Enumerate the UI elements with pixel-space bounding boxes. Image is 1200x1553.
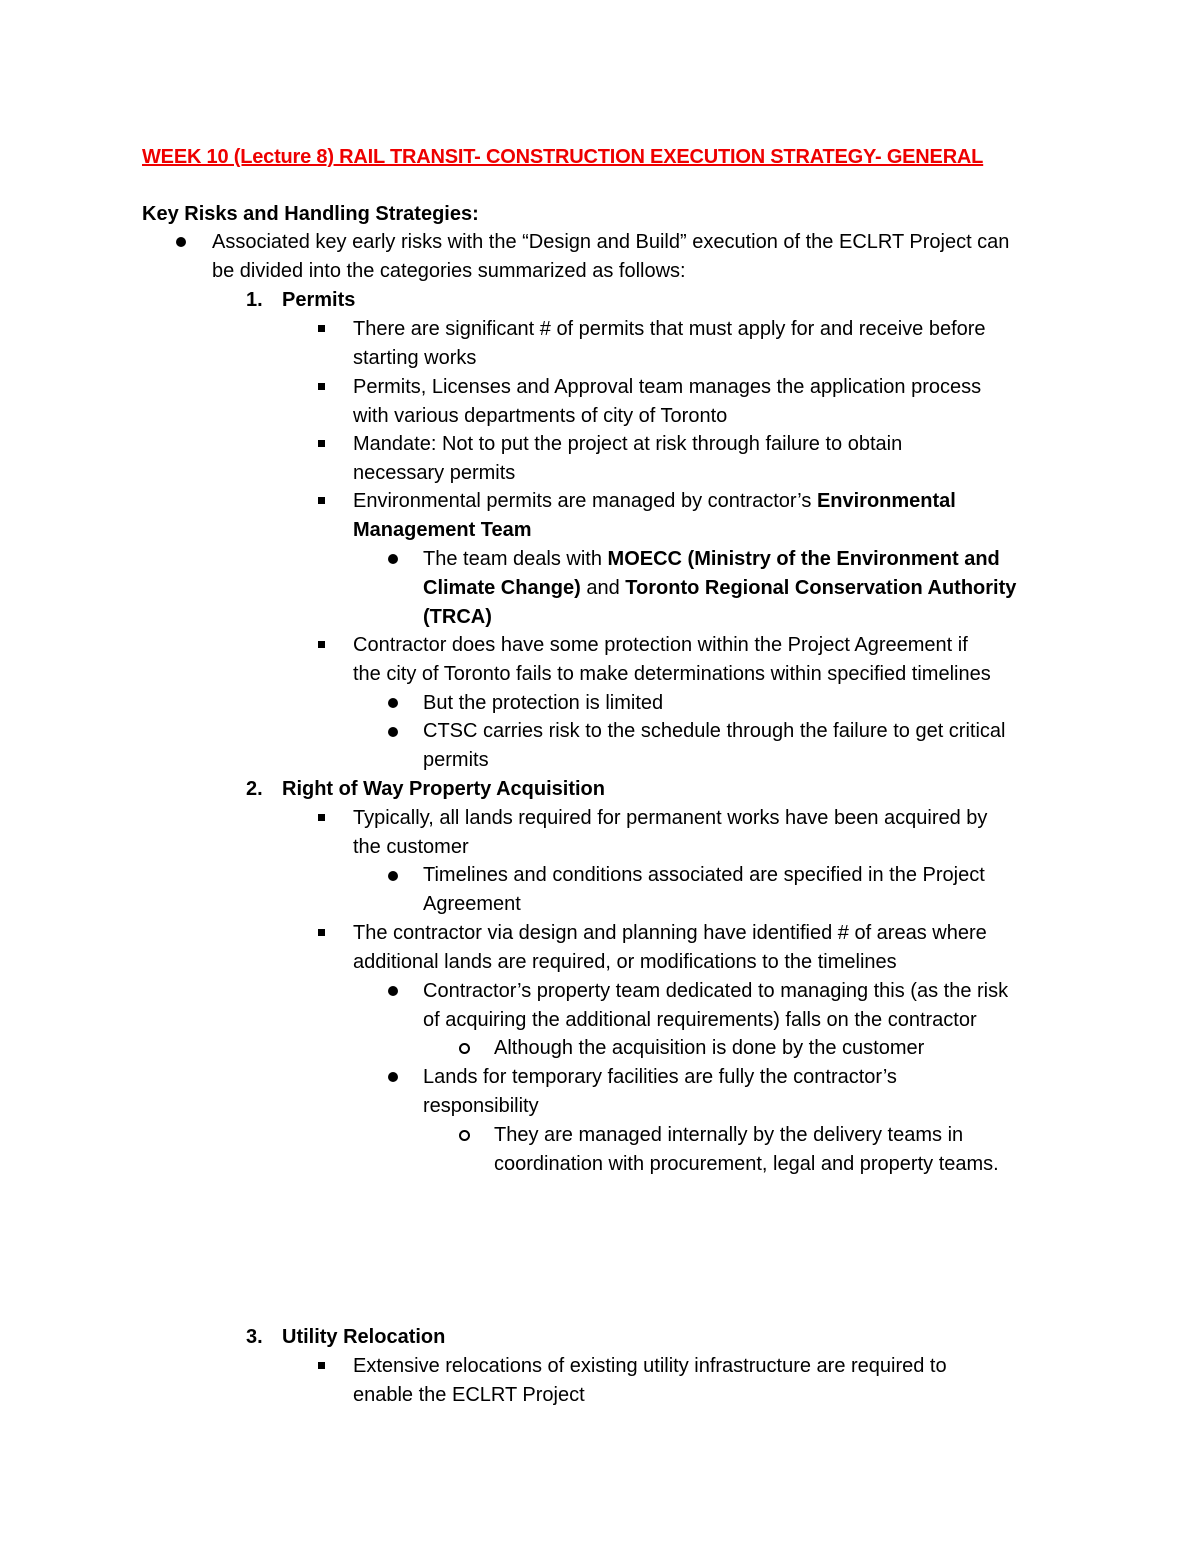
hollow-bullet-icon — [459, 1043, 470, 1054]
list-item-line: Lands for temporary facilities are fully the contractor’s — [423, 1066, 897, 1088]
list-item-line: necessary permits — [353, 462, 516, 484]
bold-term: Toronto Regional Conservation Authority — [625, 577, 1017, 599]
bullet-dot-icon — [388, 698, 398, 708]
list-item-line: starting works — [353, 347, 477, 369]
list-item-line — [353, 487, 956, 516]
intro-line: Associated key early risks with the “Design and Build” execution of the ECLRT Project can — [212, 231, 1010, 253]
bullet-dot-icon — [388, 1072, 398, 1082]
bold-term: MOECC (Ministry of the Environment and — [607, 548, 1000, 570]
document-title: WEEK 10 (Lecture 8) RAIL TRANSIT- CONSTRUCTION EXECUTION STRATEGY- GENERAL — [142, 146, 984, 168]
list-number: 3. — [246, 1326, 263, 1348]
bullet-dot-icon — [388, 986, 398, 996]
list-item-text: The team deals with — [423, 548, 608, 570]
list-item-line: the city of Toronto fails to make determinations within specified timelines — [353, 663, 991, 685]
list-item-line — [423, 545, 1000, 574]
bullet-dot-icon — [388, 871, 398, 881]
list-item-line: of acquiring the additional requirements) falls on the contractor — [423, 1009, 977, 1031]
square-bullet-icon — [318, 814, 325, 821]
list-item-line: The contractor via design and planning have identified # of areas where — [353, 922, 987, 944]
category-label: Utility Relocation — [282, 1326, 446, 1348]
list-item-line: the customer — [353, 836, 469, 858]
bullet-dot-icon — [388, 554, 398, 564]
list-number: 2. — [246, 778, 263, 800]
category-label: Permits — [282, 289, 356, 311]
intro-line: be divided into the categories summarized as follows: — [212, 260, 686, 282]
square-bullet-icon — [318, 440, 325, 447]
list-item-line: additional lands are required, or modifications to the timelines — [353, 951, 897, 973]
square-bullet-icon — [318, 641, 325, 648]
bullet-dot-icon — [388, 727, 398, 737]
square-bullet-icon — [318, 1362, 325, 1369]
list-item-line: They are managed internally by the delivery teams in — [494, 1124, 964, 1146]
bold-term: Environmental — [816, 490, 956, 512]
bold-term: Management Team — [353, 519, 532, 541]
category-label: Right of Way Property Acquisition — [282, 778, 605, 800]
list-item-line: permits — [423, 749, 489, 771]
list-item-line: Permits, Licenses and Approval team manages the application process — [353, 376, 982, 398]
hollow-bullet-icon — [459, 1130, 470, 1141]
list-number: 1. — [246, 289, 263, 311]
list-item-line: Timelines and conditions associated are specified in the Project — [423, 864, 985, 886]
list-item-line: Typically, all lands required for permanent works have been acquired by — [353, 807, 988, 829]
list-item-line: with various departments of city of Toronto — [353, 405, 728, 427]
list-item-line: coordination with procurement, legal and property teams. — [494, 1153, 999, 1175]
list-item-line: Contractor’s property team dedicated to managing this (as the risk — [423, 980, 1009, 1002]
list-item-line: Mandate: Not to put the project at risk through failure to obtain — [353, 433, 903, 455]
bullet-dot-icon — [176, 237, 186, 247]
bold-term: (TRCA) — [423, 606, 492, 628]
list-item-line: Contractor does have some protection within the Project Agreement if — [353, 634, 968, 656]
list-item-line: enable the ECLRT Project — [353, 1384, 585, 1406]
list-item-line: CTSC carries risk to the schedule through the failure to get critical — [423, 720, 1006, 742]
square-bullet-icon — [318, 497, 325, 504]
square-bullet-icon — [318, 929, 325, 936]
bold-term: Climate Change) — [423, 577, 581, 599]
list-item-line: Extensive relocations of existing utility infrastructure are required to — [353, 1355, 947, 1377]
list-item-line: But the protection is limited — [423, 692, 664, 714]
list-item-line: Although the acquisition is done by the customer — [494, 1037, 925, 1059]
square-bullet-icon — [318, 383, 325, 390]
list-item-text: and — [580, 577, 626, 599]
list-item-line — [423, 574, 1016, 603]
section-heading: Key Risks and Handling Strategies: — [142, 203, 479, 225]
list-item-line: There are significant # of permits that must apply for and receive before — [353, 318, 986, 340]
list-item-line: Agreement — [423, 893, 521, 915]
list-item-text: Environmental permits are managed by contractor’s — [353, 490, 817, 512]
square-bullet-icon — [318, 325, 325, 332]
list-item-line: responsibility — [423, 1095, 539, 1117]
